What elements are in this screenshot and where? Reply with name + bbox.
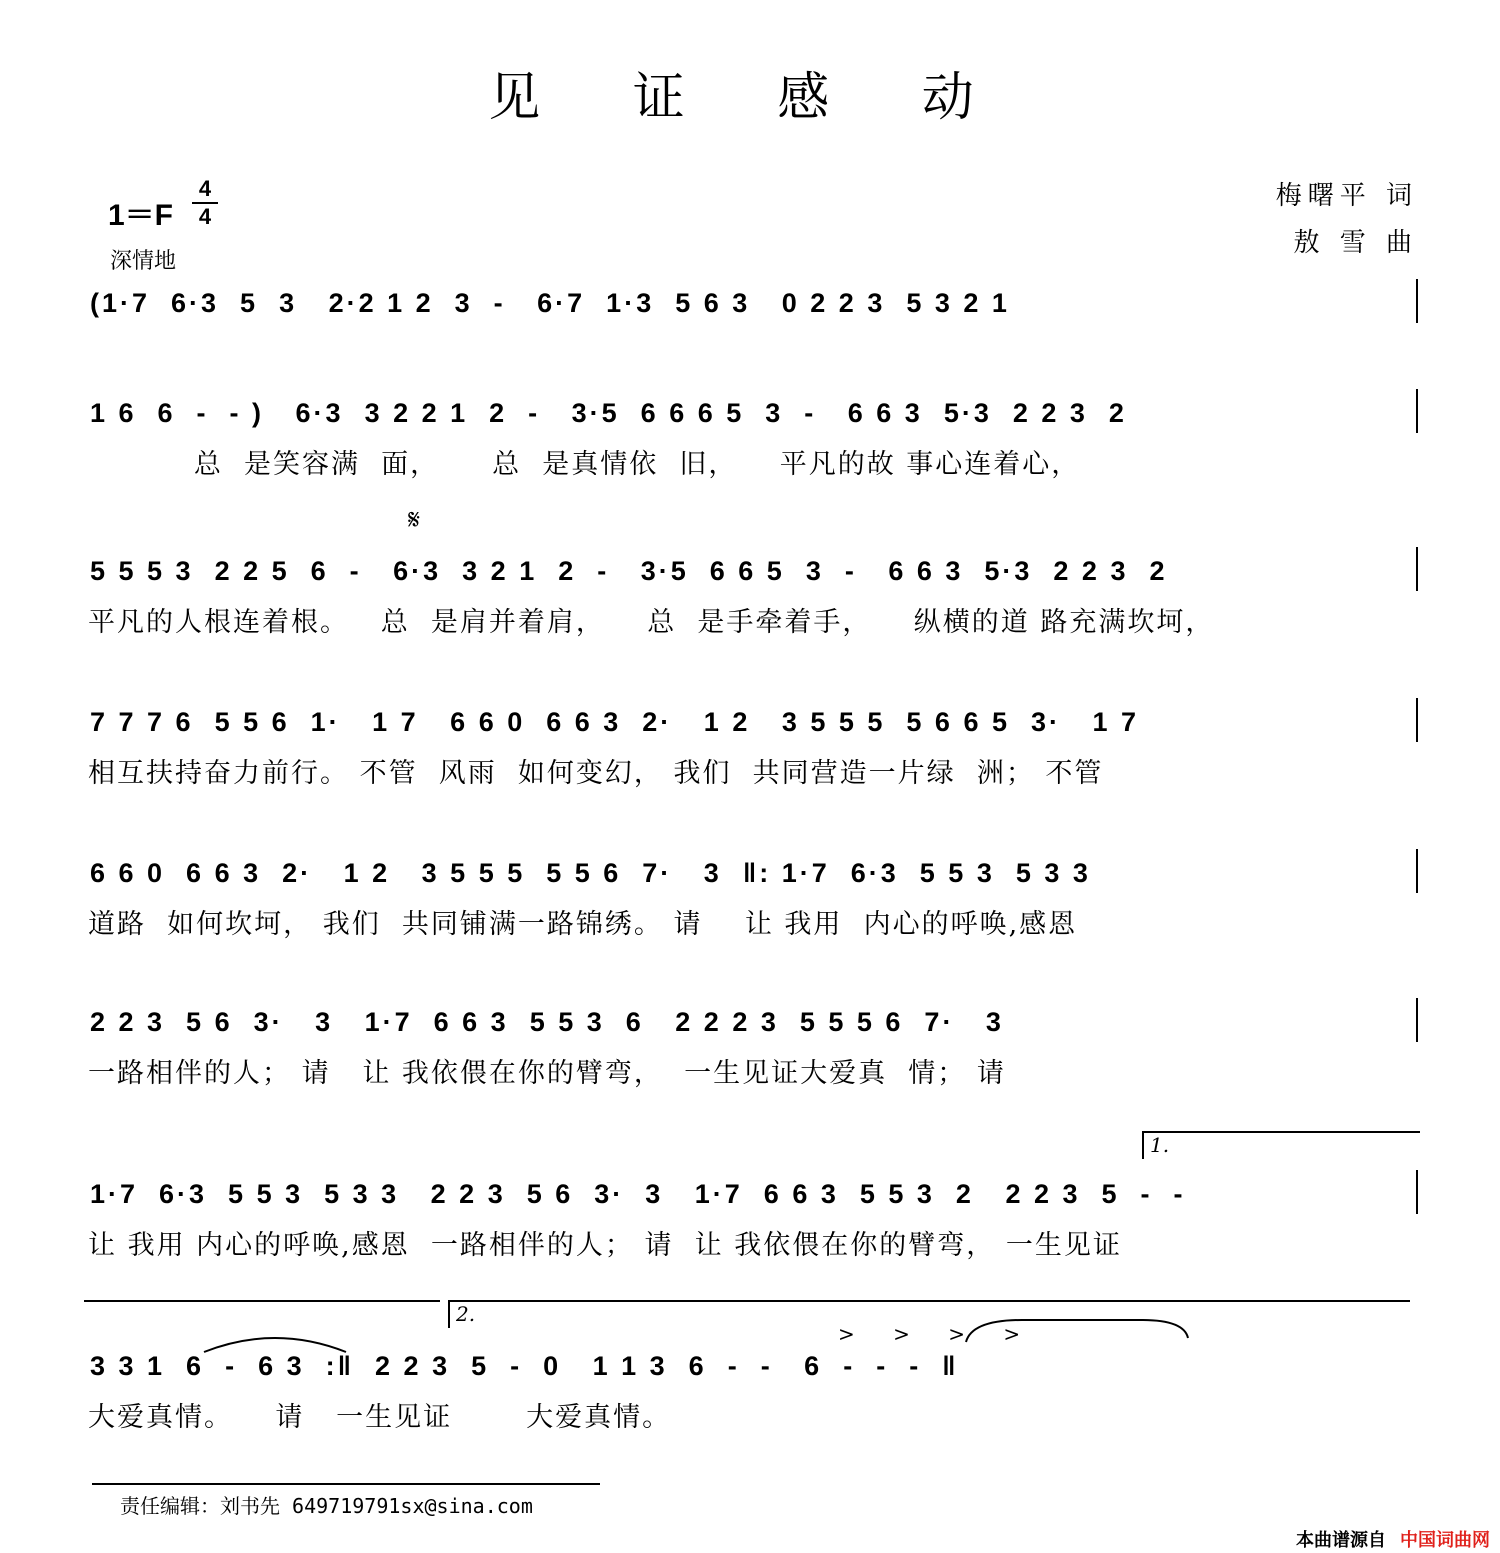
tempo-marking: 深情地 xyxy=(110,249,177,274)
key-signature: 1＝F xyxy=(108,199,174,232)
barline xyxy=(1416,998,1418,1042)
barline xyxy=(1416,849,1418,893)
source-credit xyxy=(1296,1526,1490,1552)
notation-line: 6 6 0 6 6 3 2· 1 2 3 5 5 5 5 5 6 7· 3 ‖: 1·7 6·3 5 5 3 5 3 3 xyxy=(90,858,1091,888)
notation-line: 1 6 6 - - ) 6·3 3 2 2 1 2 - 3·5 6 6 6 5 3 - 6 6 3 5·3 2 2 3 2 xyxy=(90,398,1127,428)
barline xyxy=(1416,698,1418,742)
score-system-8 xyxy=(0,1346,1500,1456)
lyrics-line: 总 是笑容满 面， 总 是真情依 旧， 平凡的故 事心连着心， xyxy=(88,449,1081,480)
lyrics-line: 大爱真情。 请 一生见证 大爱真情。 xyxy=(88,1402,672,1433)
score-system-7 xyxy=(0,1174,1500,1284)
segno-sign: 𝄋 xyxy=(408,503,421,536)
first-ending-bracket xyxy=(1142,1131,1420,1159)
score-system-4 xyxy=(0,702,1500,812)
time-signature xyxy=(192,176,218,230)
footer-rule xyxy=(92,1483,600,1485)
source-site-link[interactable]: 中国词曲网 xyxy=(1400,1530,1490,1551)
time-signature-bottom: 4 xyxy=(192,202,218,230)
barline xyxy=(1416,1170,1418,1214)
score-system-1 xyxy=(0,283,1500,393)
first-ending-label: 1. xyxy=(1150,1133,1170,1157)
second-ending-label: 2. xyxy=(456,1302,476,1326)
notation-line: (1·7 6·3 5 3 2·2 1 2 3 - 6·7 1·3 5 6 3 0 2 2 3 5 3 2 1 xyxy=(90,288,1010,318)
song-title: 见 证 感 动 xyxy=(488,68,1012,128)
lyrics-line: 一路相伴的人； 请 让 我依偎在你的臂弯， 一生见证大爱真 情； 请 xyxy=(88,1058,1006,1089)
score-system-6 xyxy=(0,1002,1500,1112)
composer-credit: 敖 雪 曲 xyxy=(1293,228,1418,258)
tie-mark xyxy=(962,1316,1192,1346)
barline xyxy=(1416,279,1418,323)
lyrics-line: 平凡的人根连着根。 总 是肩并着肩， 总 是手牵着手， 纵横的道 路充满坎坷， xyxy=(88,607,1215,638)
lyrics-line: 让 我用 内心的呼唤,感恩 一路相伴的人； 请 让 我依偎在你的臂弯， 一生见证 xyxy=(88,1230,1122,1261)
accent-marks: > > > > xyxy=(838,1322,1037,1346)
first-ending-continuation xyxy=(84,1300,440,1302)
lyricist-credit: 梅曙平 词 xyxy=(1275,181,1418,211)
time-signature-top: 4 xyxy=(198,176,212,201)
notation-line: 5 5 5 3 2 2 5 6 - 6·3 3 2 1 2 - 3·5 6 6 5 3 - 6 6 3 5·3 2 2 3 2 xyxy=(90,556,1168,586)
barline xyxy=(1416,389,1418,433)
notation-line: 7 7 7 6 5 5 6 1· 1 7 6 6 0 6 6 3 2· 1 2 3 5 5 5 5 6 6 5 3· 1 7 xyxy=(90,707,1140,737)
lyrics-line: 相互扶持奋力前行。 不管 风雨 如何变幻， 我们 共同营造一片绿 洲； 不管 xyxy=(88,758,1104,789)
notation-line: 2 2 3 5 6 3· 3 1·7 6 6 3 5 5 3 6 2 2 2 3 5 5 5 6 7· 3 xyxy=(90,1007,1004,1037)
score-system-5 xyxy=(0,853,1500,963)
notation-line: 3 3 1 6 - 6 3 :‖ 2 2 3 5 - 0 1 1 3 6 - - 6 - - - ‖ xyxy=(90,1351,959,1381)
score-system-3 xyxy=(0,551,1500,661)
editor-credit: 责任编辑：刘书先 649719791sx@sina.com xyxy=(120,1494,533,1518)
source-label: 本曲谱源自 xyxy=(1296,1530,1386,1551)
score-system-2 xyxy=(0,393,1500,503)
notation-line: 1·7 6·3 5 5 3 5 3 3 2 2 3 5 6 3· 3 1·7 6 6 3 5 5 3 2 2 2 3 5 - - xyxy=(90,1179,1186,1209)
barline xyxy=(1416,547,1418,591)
lyrics-line: 道路 如何坎坷， 我们 共同铺满一路锦绣。 请 让 我用 内心的呼唤,感恩 xyxy=(88,909,1078,940)
